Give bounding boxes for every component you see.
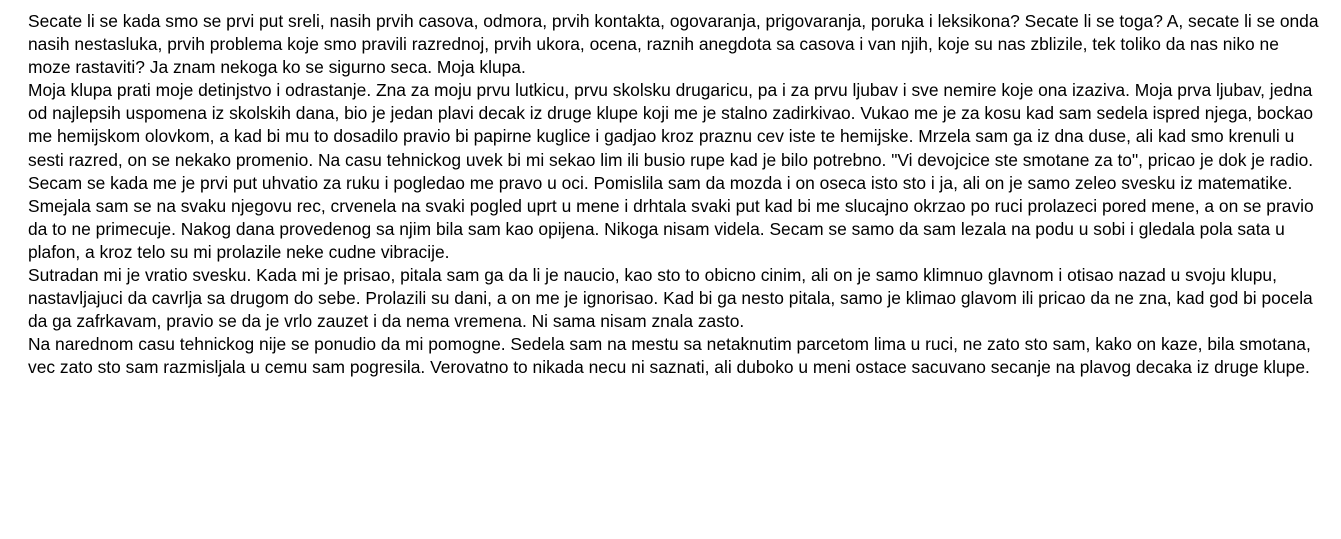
paragraph-2: Moja klupa prati moje detinjstvo i odrastanje. Zna za moju prvu lutkicu, prvu skolsku drugaricu, pa i za prvu ljubav i sve nemire koje ona izaziva. Moja prva ljubav, jedna od najlepsih uspomena iz skolskih dana, bio je jedan plavi decak iz druge klupe koji me je stalno zadirkivao. Vukao me je za kosu kad sam sedela ispred njega, bockao me hemijskom olovkom, a kad bi mu to dosadilo pravio bi papirne kuglice i gadjao kroz praznu cev iste te hemijske. Mrzela sam ga iz dna duse, ali kad smo krenuli u sesti razred, on se nekako promenio. Na casu tehnickog uvek bi mi sekao lim ili busio rupe kad je bilo potrebno. "Vi devojcice ste smotane za to", pricao je dok je radio. Secam se kada me je prvi put uhvatio za ruku i pogledao me pravo u oci. Pomislila sam da mozda i on oseca isto sto i ja, ali on je samo zeleo svesku iz matematike. Smejala sam se na svaku njegovu rec, crvenela na svaki pogled uprt u mene i drhtala svaki put kad bi me slucajno okrzao po ruci prolazeci pored mene, a on se pravio da to ne primecuje. Nakog dana provedenog sa njim bila sam kao opijena. Nikoga nisam videla. Secam se samo da sam lezala na podu u sobi i gledala pola sata u plafon, a kroz telo su mi prolazile neke cudne vibracije.	[28, 80, 1314, 262]
paragraph-4: Na narednom casu tehnickog nije se ponudio da mi pomogne. Sedela sam na mestu sa netaknutim parcetom lima u ruci, ne zato sto sam, kako on kaze, bila smotana, vec zato sto sam razmisljala u cemu sam pogresila. Verovatno to nikada necu ni saznati, ali duboko u meni ostace sacuvano secanje na plavog decaka iz druge klupe.	[28, 334, 1311, 378]
paragraph-3: Sutradan mi je vratio svesku. Kada mi je prisao, pitala sam ga da li je naucio, kao sto to obicno cinim, ali on je samo klimnuo glavnom i otisao nazad u svoju klupu, nastavljajuci da cavrlja sa drugom do sebe. Prolazili su dani, a on me je ignorisao. Kad bi ga nesto pitala, samo je klimao glavom ili pricao da ne zna, kad god bi pocela da ga zafrkavam, pravio se da je vrlo zauzet i da nema vremena. Ni sama nisam znala zasto.	[28, 265, 1313, 332]
paragraph-1: Secate li se kada smo se prvi put sreli, nasih prvih casova, odmora, prvih kontakta, ogovaranja, prigovaranja, poruka i leksikona? Secate li se toga? A, secate li se onda nasih nestasluka, prvih problema koje smo pravili razrednoj, prvih ukora, ocena, raznih anegdota sa casova i van njih, koje su nas zblizile, tek toliko da nas niko ne moze rastaviti? Ja znam nekoga ko se sigurno seca. Moja klupa.	[28, 11, 1319, 78]
document-body	[28, 10, 1326, 380]
